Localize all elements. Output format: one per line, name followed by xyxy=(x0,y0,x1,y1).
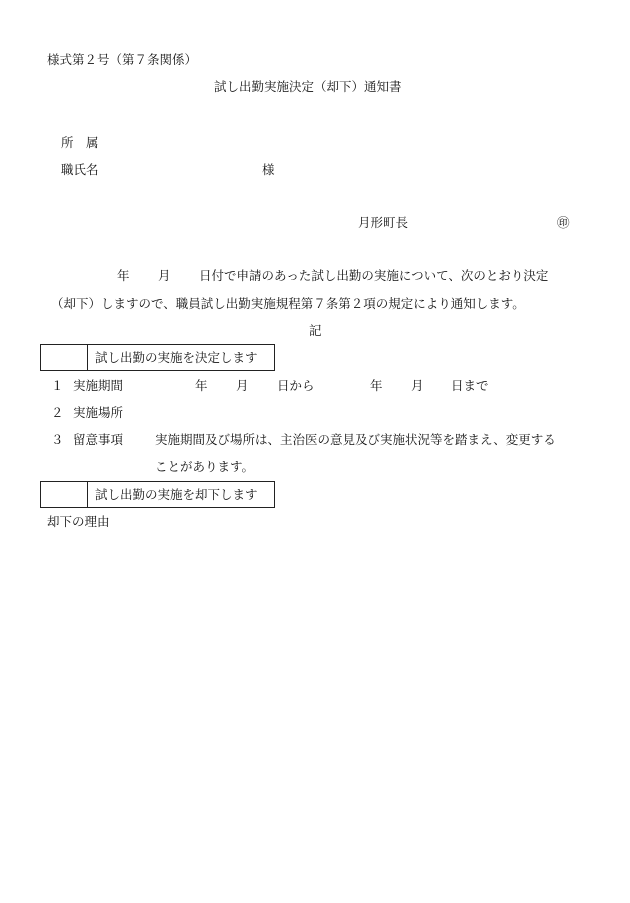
form-number: 様式第２号（第７条関係） xyxy=(47,52,198,67)
name-label: 職氏名 xyxy=(61,162,99,177)
issuer-name: 月形町長 xyxy=(358,215,409,230)
reject-reason-label: 却下の理由 xyxy=(47,514,110,529)
affiliation-label: 所 属 xyxy=(61,135,99,150)
body-year: 年 xyxy=(117,268,130,283)
body-line-1: 日付で申請のあった試し出勤の実施について、次のとおり決定 xyxy=(199,268,549,283)
period-to-day: 日まで xyxy=(451,378,489,393)
item-1-number: １ xyxy=(51,378,64,393)
reject-check-cell xyxy=(41,482,88,507)
period-from-year: 年 xyxy=(195,378,208,393)
item-1-label: 実施期間 xyxy=(73,378,124,393)
reject-checkbox-row xyxy=(40,481,275,508)
item-2-number: ２ xyxy=(51,405,64,420)
body-month: 月 xyxy=(158,268,171,283)
notes-line-2: ことがあります。 xyxy=(155,459,255,474)
note-heading: 記 xyxy=(309,323,322,338)
period-from-day: 日から xyxy=(277,378,315,393)
period-to-year: 年 xyxy=(370,378,383,393)
reject-box-label: 試し出勤の実施を却下します xyxy=(95,487,258,502)
seal-mark: ㊞ xyxy=(557,215,570,230)
item-3-label: 留意事項 xyxy=(73,432,124,447)
decision-checkbox-row xyxy=(40,344,275,371)
period-from-month: 月 xyxy=(236,378,249,393)
decision-check-cell xyxy=(41,345,88,370)
item-3-number: ３ xyxy=(51,432,64,447)
item-2-label: 実施場所 xyxy=(73,405,124,420)
honorific: 様 xyxy=(262,162,275,177)
notes-line-1: 実施期間及び場所は、主治医の意見及び実施状況等を踏まえ、変更する xyxy=(155,432,556,447)
decision-box-label: 試し出勤の実施を決定します xyxy=(95,350,258,365)
period-to-month: 月 xyxy=(411,378,424,393)
document-title: 試し出勤実施決定（却下）通知書 xyxy=(214,79,402,94)
body-line-2: （却下）しますので、職員試し出勤実施規程第７条第２項の規定により通知します。 xyxy=(51,296,525,311)
